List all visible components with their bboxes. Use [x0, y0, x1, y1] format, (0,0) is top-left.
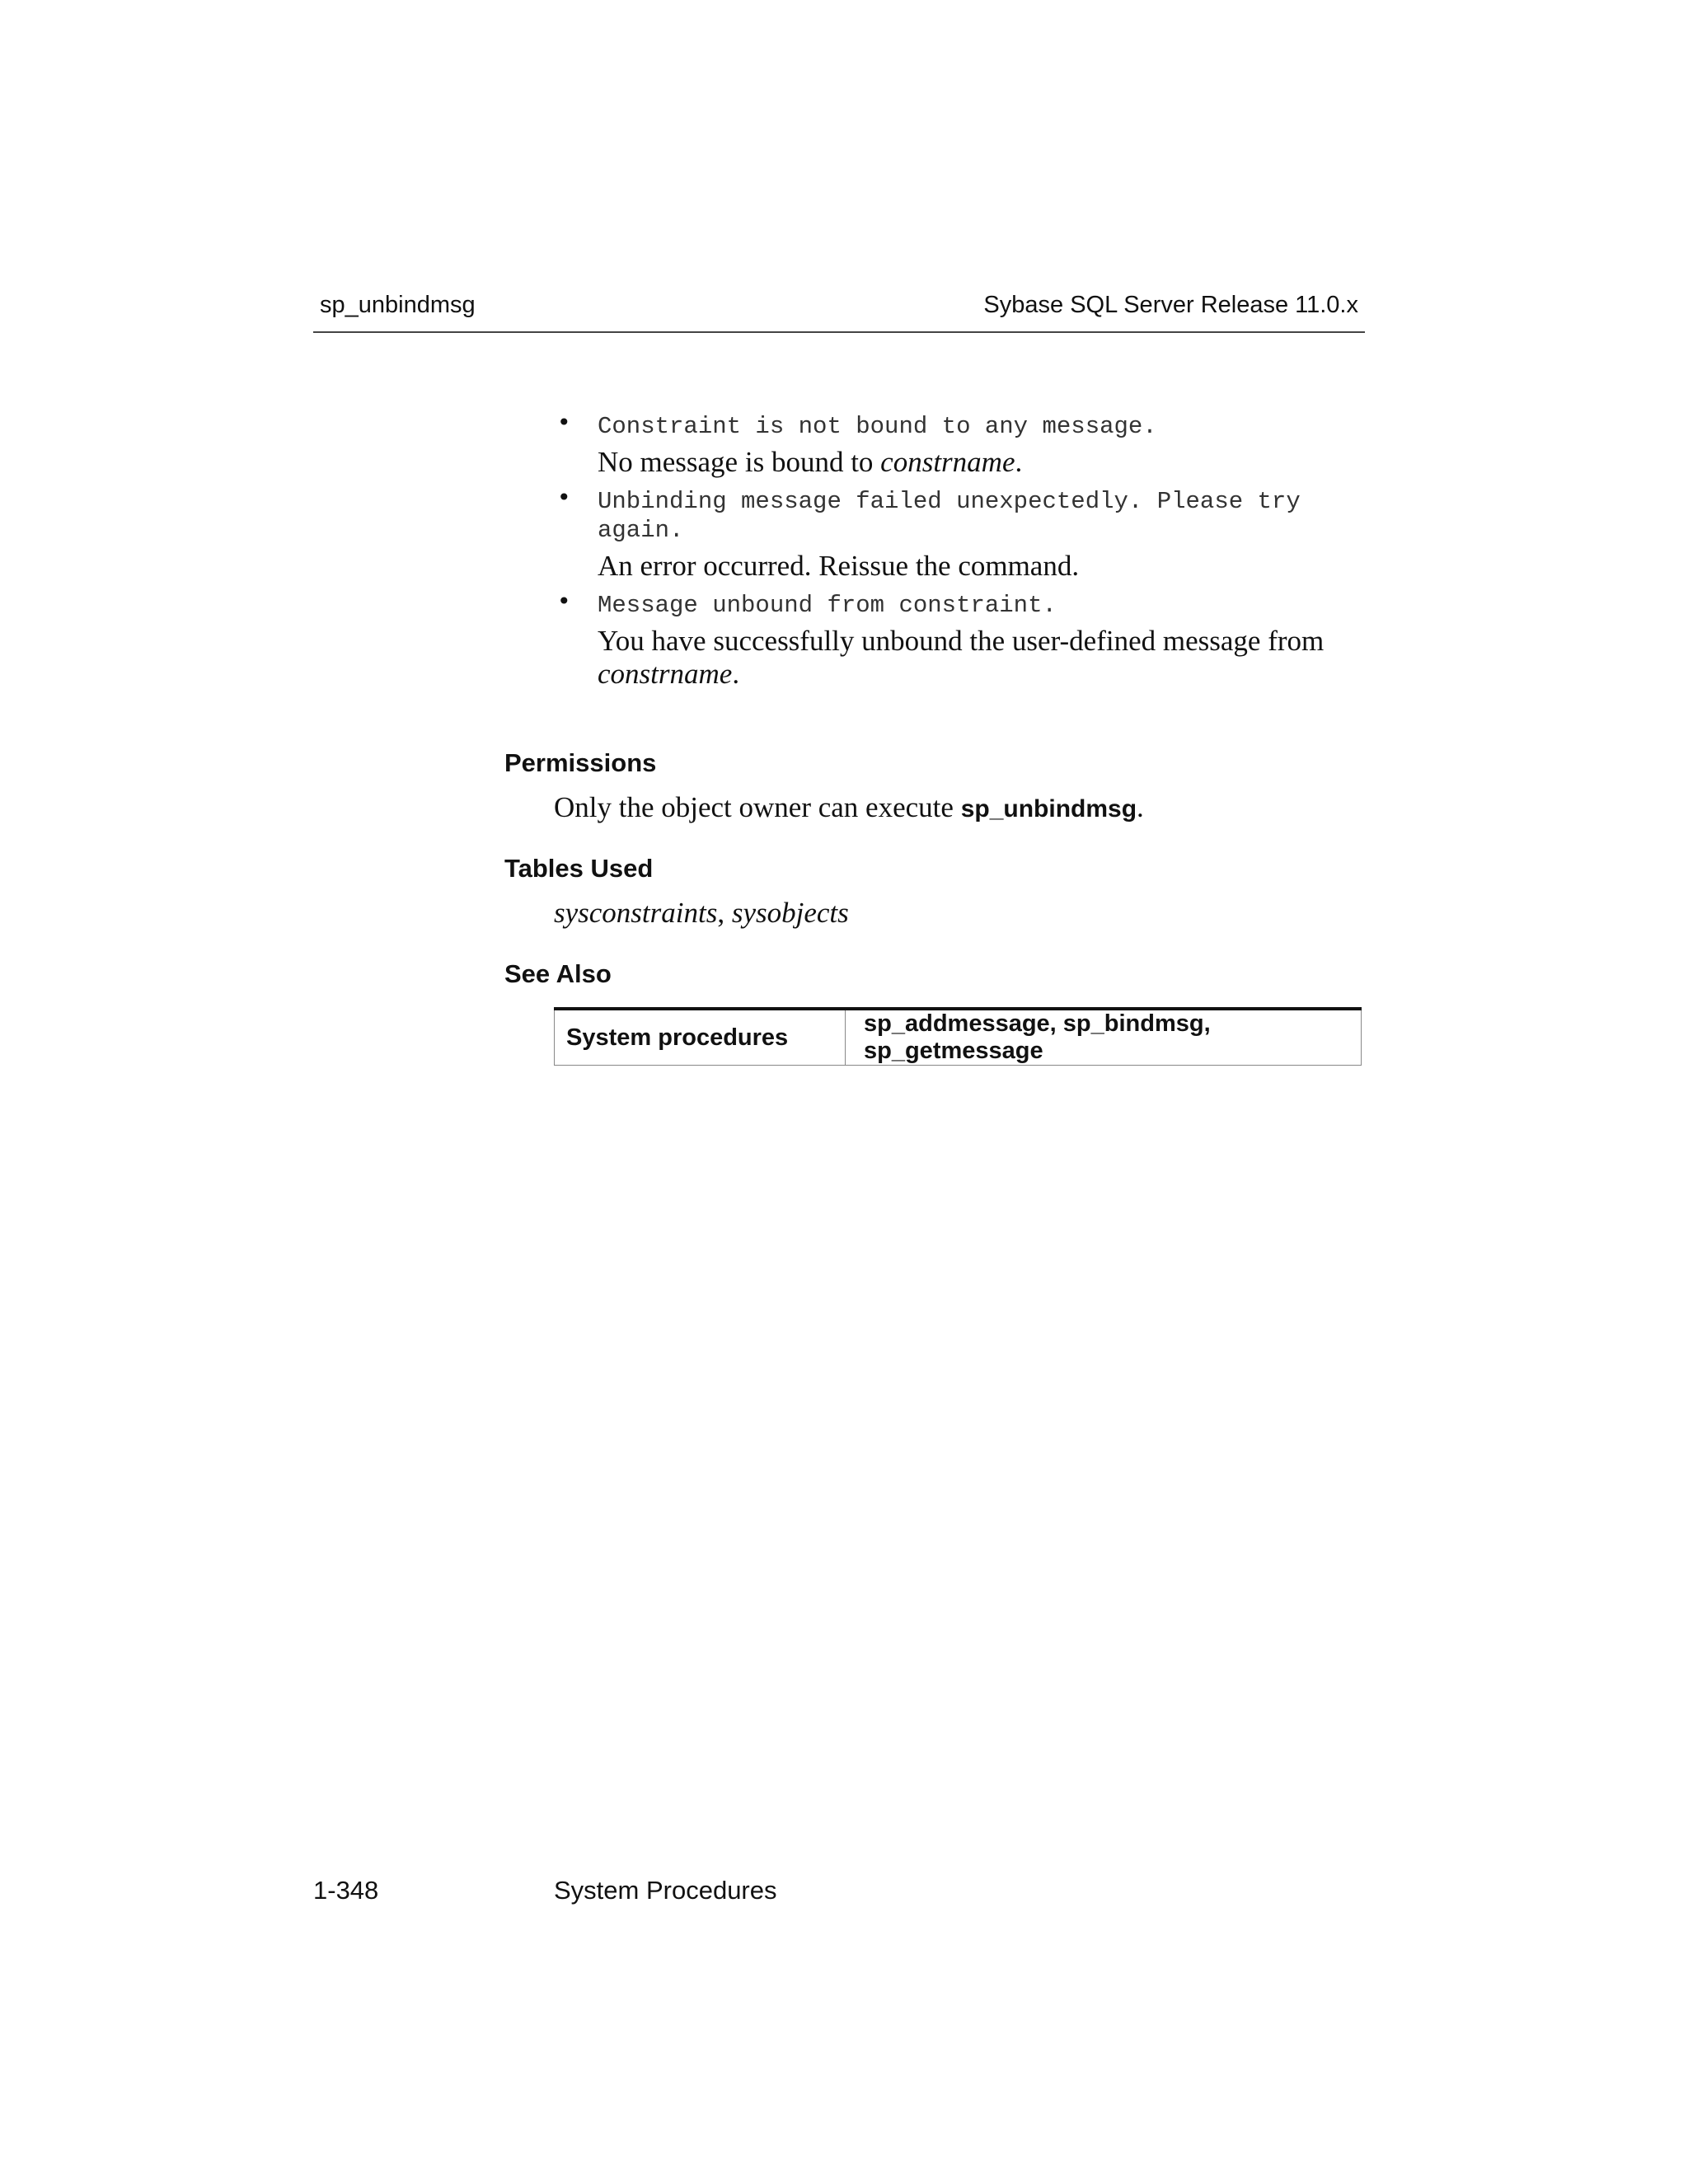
- description-text: No message is bound to: [598, 446, 881, 478]
- permissions-heading: Permissions: [504, 748, 657, 777]
- list-item: [552, 588, 1368, 691]
- see-also-label: System procedures: [555, 1009, 846, 1066]
- message-list: [552, 409, 1368, 699]
- list-item: [552, 409, 1368, 479]
- message-code: Unbinding message failed unexpectedly. Please try again.: [598, 488, 1301, 544]
- tables-used-list: [554, 897, 849, 930]
- see-also-table: [554, 1007, 1362, 1066]
- table-name: sysconstraints: [554, 897, 718, 929]
- description-emphasis: constrname: [880, 446, 1015, 478]
- description-end: .: [732, 658, 740, 690]
- permissions-sentence: Only the object owner can execute: [554, 791, 961, 823]
- footer-title: System Procedures: [554, 1876, 777, 1905]
- tables-used-heading: Tables Used: [504, 854, 654, 883]
- description-emphasis: constrname: [598, 658, 733, 690]
- permissions-text: [554, 791, 1144, 824]
- header-release: Sybase SQL Server Release 11.0.x: [983, 292, 1358, 318]
- table-separator: ,: [717, 897, 732, 929]
- message-description: [598, 625, 1389, 691]
- message-code: Constraint is not bound to any message.: [598, 413, 1157, 440]
- bullet-icon: •: [557, 409, 571, 436]
- table-row: [555, 1009, 1362, 1066]
- bullet-icon: •: [557, 588, 571, 615]
- description-text: An error occurred. Reissue the command.: [598, 550, 1080, 582]
- description-end: .: [1015, 446, 1023, 478]
- message-code: Message unbound from constraint.: [598, 592, 1057, 619]
- permissions-end: .: [1137, 791, 1144, 823]
- see-also-heading: See Also: [504, 959, 612, 988]
- table-name: sysobjects: [731, 897, 849, 929]
- permissions-procedure: sp_unbindmsg: [960, 795, 1137, 823]
- page-number: 1-348: [313, 1876, 379, 1905]
- running-header: [313, 290, 1365, 333]
- message-description: [598, 550, 1368, 583]
- header-procedure-name: sp_unbindmsg: [320, 292, 476, 318]
- see-also-value: sp_addmessage, sp_bindmsg, sp_getmessage: [846, 1009, 1362, 1066]
- message-description: [598, 446, 1368, 479]
- description-text: You have successfully unbound the user-defined message from: [598, 625, 1325, 657]
- bullet-icon: •: [557, 484, 571, 511]
- list-item: [552, 484, 1368, 583]
